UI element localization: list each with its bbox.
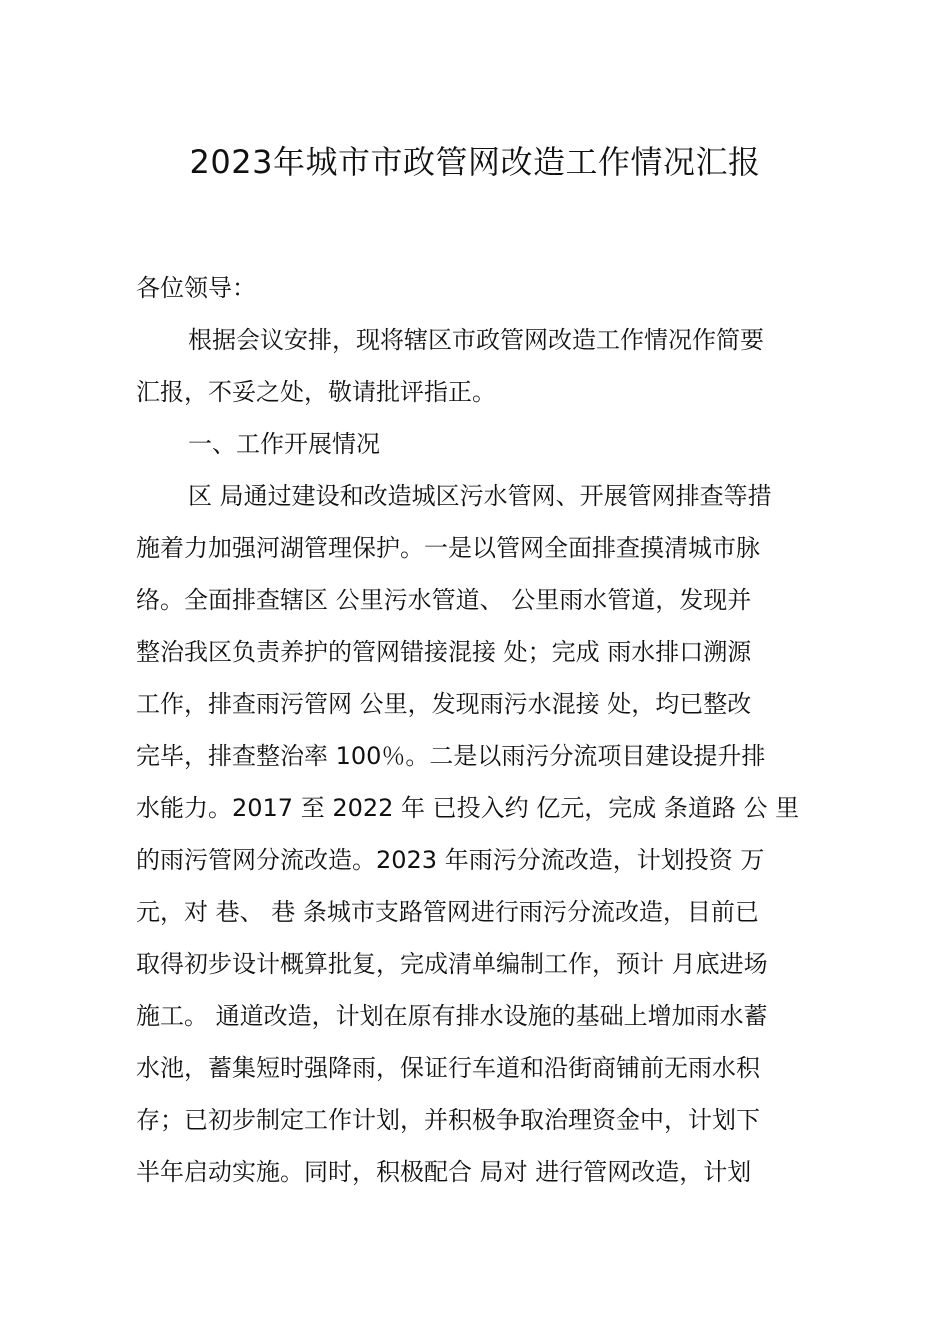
text-line: 施着力加强河湖管理保护。一是以管网全面排查摸清城市脉 (136, 534, 760, 562)
section-heading: 一、工作开展情况 (188, 430, 380, 458)
text-line: 水能力。2017 至 2022 年 已投入约 亿元，完成 条道路 公 里 (136, 794, 800, 822)
text-line: 存；已初步制定工作计划，并积极争取治理资金中，计划下 (136, 1106, 760, 1134)
salutation: 各位领导： (136, 274, 256, 302)
text-line: 汇报，不妥之处，敬请批评指正。 (136, 378, 496, 406)
text-line: 取得初步设计概算批复，完成清单编制工作，预计 月底进场 (136, 950, 768, 978)
text-line: 施工。 通道改造，计划在原有排水设施的基础上增加雨水蓄 (136, 1002, 768, 1030)
document-title: 2023年城市市政管网改造工作情况汇报 (189, 143, 761, 181)
text-line: 整治我区负责养护的管网错接混接 处；完成 雨水排口溯源 (136, 638, 752, 666)
text-line: 区 局通过建设和改造城区污水管网、开展管网排查等措 (188, 482, 772, 510)
text-line: 水池，蓄集短时强降雨，保证行车道和沿街商铺前无雨水积 (136, 1054, 760, 1082)
text-line: 元，对 巷、 巷 条城市支路管网进行雨污分流改造，目前已 (136, 898, 759, 926)
text-line: 完毕，排查整治率 100％。二是以雨污分流项目建设提升排 (136, 742, 766, 770)
document-body (136, 262, 816, 1198)
text-line: 半年启动实施。同时，积极配合 局对 进行管网改造，计划 (136, 1158, 752, 1186)
text-line: 工作，排查雨污管网 公里，发现雨污水混接 处，均已整改 (136, 690, 752, 718)
text-line: 的雨污管网分流改造。2023 年雨污分流改造，计划投资 万 (136, 846, 765, 874)
text-line: 络。全面排查辖区 公里污水管道、 公里雨水管道，发现并 (136, 586, 752, 614)
text-line: 根据会议安排，现将辖区市政管网改造工作情况作简要 (188, 326, 764, 354)
